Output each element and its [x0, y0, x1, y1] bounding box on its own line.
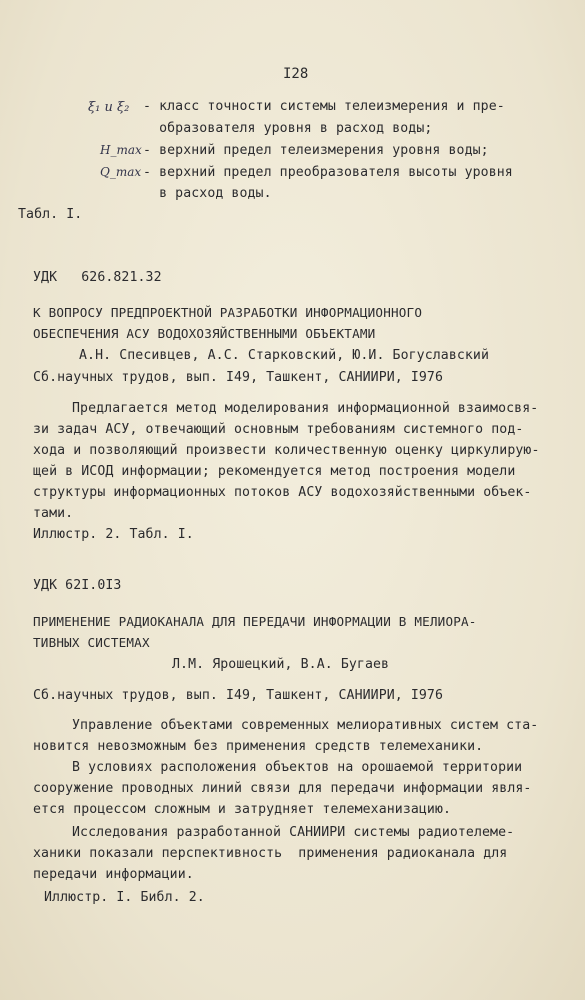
table-reference: Табл. I. [18, 207, 83, 222]
abstract-line: сооружение проводных линий связи для передачи информации явля- [33, 781, 532, 796]
abstract-line: хода и позволяющий произвести количественную оценку циркулирую- [33, 443, 540, 458]
article-title: К ВОПРОСУ ПРЕДПРОЕКТНОЙ РАЗРАБОТКИ ИНФОРМАЦИОННОГО [33, 305, 423, 320]
abstract-line: В условиях расположения объектов на орошаемой территории [72, 760, 523, 775]
udk-code: УДК 626.821.32 [33, 270, 162, 285]
udk-code: УДК 62I.0I3 [33, 578, 122, 593]
abstract-line: структуры информационных потоков АСУ водохозяйственными объек- [33, 485, 532, 500]
abstract-line: ется процессом сложным и затрудняет телемеханизацию. [33, 802, 452, 817]
abstract-line: ханики показали перспективность применения радиоканала для [33, 846, 508, 861]
notation-line: - класс точности системы телеизмерения и пре- [143, 99, 505, 114]
symbol-hmax: H_max [100, 143, 142, 157]
symbol-xi: ξ₁ и ξ₂ [88, 100, 130, 115]
article-title: ПРИМЕНЕНИЕ РАДИОКАНАЛА ДЛЯ ПЕРЕДАЧИ ИНФОРМАЦИИ В МЕЛИОРА- [33, 614, 477, 629]
article-source: Сб.научных трудов, вып. I49, Ташкент, САНИИРИ, I976 [33, 688, 444, 703]
abstract-line: зи задач АСУ, отвечающий основным требованиям системного под- [33, 422, 524, 437]
abstract-line: Исследования разработанной САНИИРИ системы радиотелеме- [72, 825, 515, 840]
abstract-line: Управление объектами современных мелиоративных систем ста- [72, 718, 539, 733]
abstract-line: новится невозможным без применения средств телемеханики. [33, 739, 484, 754]
notation-line: - верхний предел телеизмерения уровня воды; [143, 143, 489, 158]
article-refs: Иллюстр. 2. Табл. I. [33, 527, 194, 542]
notation-line: в расход воды. [143, 186, 272, 201]
article-authors: Л.М. Ярошецкий, В.А. Бугаев [172, 657, 390, 672]
notation-line: образователя уровня в расход воды; [143, 121, 433, 136]
abstract-line: тами. [33, 506, 74, 521]
abstract-line: щей в ИСОД информации; рекомендуется метод построения модели [33, 464, 516, 479]
abstract-line: Предлагается метод моделирования информационной взаимосвя- [72, 401, 539, 416]
article-title: ОБЕСПЕЧЕНИЯ АСУ ВОДОХОЗЯЙСТВЕННЫМИ ОБЪЕКТАМИ [33, 326, 376, 341]
article-source: Сб.научных трудов, вып. I49, Ташкент, САНИИРИ, I976 [33, 370, 444, 385]
symbol-qmax: Q_max [100, 165, 142, 179]
article-refs: Иллюстр. I. Библ. 2. [44, 890, 205, 905]
article-authors: А.Н. Спесивцев, А.С. Старковский, Ю.И. Богуславский [79, 348, 490, 363]
abstract-line: передачи информации. [33, 867, 194, 882]
article-title: ТИВНЫХ СИСТЕМАХ [33, 635, 150, 650]
notation-line: - верхний предел преобразователя высоты уровня [143, 165, 513, 180]
page-number: I28 [283, 66, 309, 82]
